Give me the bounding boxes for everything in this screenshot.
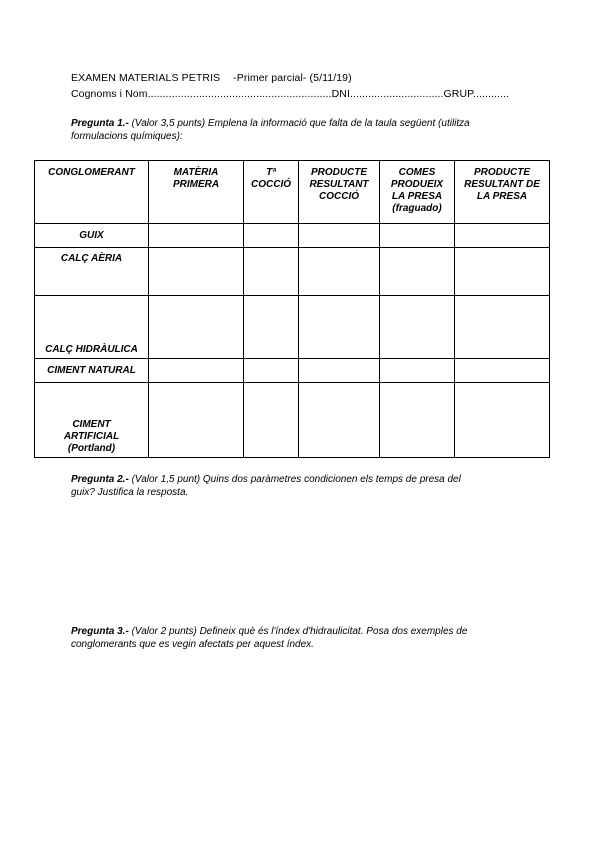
table-cell[interactable] <box>149 359 244 383</box>
table-row <box>35 224 550 248</box>
exam-partial: -Primer parcial- (5/11/19) <box>233 72 352 84</box>
table-cell[interactable] <box>455 359 550 383</box>
col-header-conglomerant: CONGLOMERANT <box>35 161 149 224</box>
col-header-producte-resultant-coccio <box>299 161 380 224</box>
row-label-ciment-artificial <box>35 383 149 458</box>
table-row <box>35 296 550 359</box>
table-cell[interactable] <box>455 296 550 359</box>
conglomerants-table <box>34 160 550 458</box>
table-cell[interactable] <box>244 383 299 458</box>
row-label-calc-hidraulica: CALÇ HIDRÀULICA <box>35 296 149 359</box>
question-2-text-line1: (Valor 1,5 punt) Quins dos paràmetres condicionen els temps de presa del <box>128 474 461 485</box>
table-cell[interactable] <box>244 359 299 383</box>
table-cell[interactable] <box>299 359 380 383</box>
table-cell[interactable] <box>380 383 455 458</box>
exam-header <box>71 72 352 84</box>
question-3-text-line1: (Valor 2 punts) Defineix què és l'índex d'hidraulicitat. Posa dos exemples de <box>128 626 468 637</box>
table-row <box>35 248 550 296</box>
student-fields-line: Cognoms i Nom.............................................................DNI...............................GRUP............ <box>71 88 510 100</box>
table-cell[interactable] <box>455 248 550 296</box>
col-header-comes-produeix-presa <box>380 161 455 224</box>
table-header-row <box>35 161 550 224</box>
col-header-materia-primera-text: MATÈRIA PRIMERA <box>172 167 220 190</box>
table-cell[interactable] <box>149 383 244 458</box>
table-cell[interactable] <box>244 248 299 296</box>
table-cell[interactable] <box>380 359 455 383</box>
row-label-calc-aeria: CALÇ AÈRIA <box>35 248 149 296</box>
table-cell[interactable] <box>380 224 455 248</box>
question-2-label: Pregunta 2.- <box>71 474 129 485</box>
question-3-text-line2: conglomerants que es vegin afectats per aquest índex. <box>71 639 314 650</box>
col-header-producte-resultant-presa <box>455 161 550 224</box>
exam-title: EXAMEN MATERIALS PETRIS <box>71 72 221 84</box>
table-cell[interactable] <box>380 296 455 359</box>
col-header-comes-produeix-presa-text: COMES PRODUEIX LA PRESA (fraguado) <box>390 167 444 214</box>
table-cell[interactable] <box>455 383 550 458</box>
col-header-producte-resultant-presa-text: PRODUCTE RESULTANT DE LA PRESA <box>464 167 540 202</box>
question-2-text-line2: guix? Justifica la resposta. <box>71 487 189 498</box>
table-cell[interactable] <box>299 224 380 248</box>
table-cell[interactable] <box>299 248 380 296</box>
row-label-ciment-artificial-text: CIMENT ARTIFICIAL (Portland) <box>63 419 120 454</box>
question-2 <box>71 473 541 499</box>
row-label-ciment-natural: CIMENT NATURAL <box>35 359 149 383</box>
table-cell[interactable] <box>149 296 244 359</box>
table-cell[interactable] <box>455 224 550 248</box>
question-3 <box>71 625 541 651</box>
question-1-label: Pregunta 1.- <box>71 118 129 129</box>
table-cell[interactable] <box>244 296 299 359</box>
table-row <box>35 383 550 458</box>
col-header-producte-resultant-coccio-text: PRODUCTE RESULTANT COCCIÓ <box>309 167 369 202</box>
question-1-text-line2: formulacions químiques): <box>71 131 183 142</box>
col-header-materia-primera <box>149 161 244 224</box>
question-1-text-line1: (Valor 3,5 punts) Emplena la informació que falta de la taula següent (utilitza <box>128 118 470 129</box>
row-label-guix: GUIX <box>35 224 149 248</box>
table-cell[interactable] <box>149 224 244 248</box>
col-header-temperatura-coccio <box>244 161 299 224</box>
question-1 <box>71 117 541 143</box>
table-cell[interactable] <box>149 248 244 296</box>
table-cell[interactable] <box>299 296 380 359</box>
table-cell[interactable] <box>299 383 380 458</box>
question-3-label: Pregunta 3.- <box>71 626 129 637</box>
table-cell[interactable] <box>244 224 299 248</box>
table-row <box>35 359 550 383</box>
table-cell[interactable] <box>380 248 455 296</box>
col-header-temperatura-coccio-text: Tª COCCIÓ <box>251 167 291 190</box>
